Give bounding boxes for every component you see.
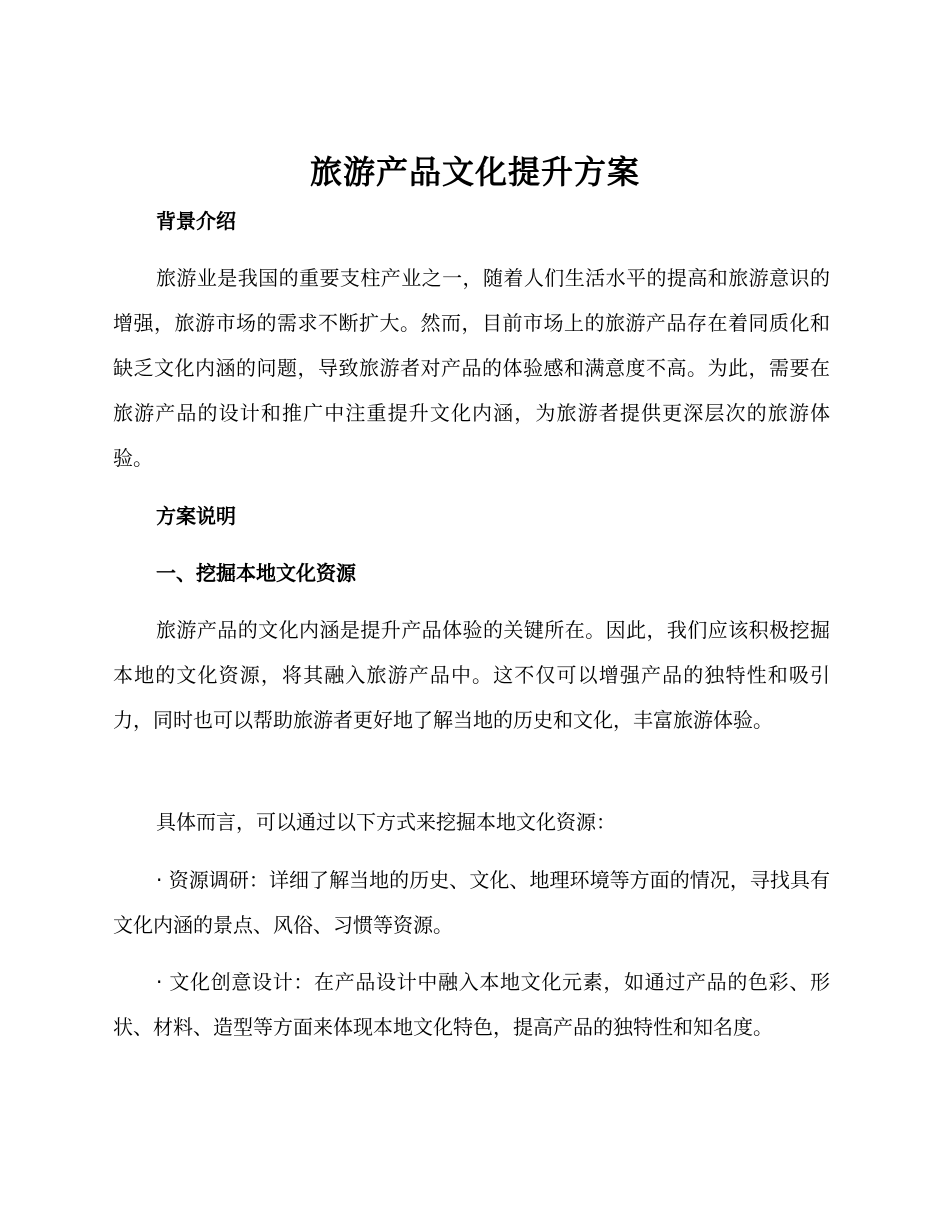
section-heading-plan: 方案说明	[156, 504, 236, 528]
document-title: 旅游产品文化提升方案	[309, 153, 640, 191]
bullet-item-resource-research: · 资源调研：详细了解当地的历史、文化、地理环境等方面的情况，寻找具有文化内涵的景点、风俗、习惯等资源。	[113, 868, 830, 937]
background-paragraph: 旅游业是我国的重要支柱产业之一，随着人们生活水平的提高和旅游意识的增强，旅游市场的需求不断扩大。然而，目前市场上的旅游产品存在着同质化和缺乏文化内涵的问题，导致旅游者对产品的体验感和满意度不高。为此，需要在旅游产品的设计和推广中注重提升文化内涵，为旅游者提供更深层次的旅游体验。	[113, 266, 830, 470]
bullet-item-cultural-design: · 文化创意设计：在产品设计中融入本地文化元素，如通过产品的色彩、形状、材料、造型等方面来体现本地文化特色，提高产品的独特性和知名度。	[113, 970, 830, 1039]
subsection-heading-1: 一、挖掘本地文化资源	[156, 561, 356, 585]
section-heading-background: 背景介绍	[156, 209, 236, 233]
methods-intro-paragraph: 具体而言，可以通过以下方式来挖掘本地文化资源：	[156, 810, 616, 834]
subsection-1-paragraph: 旅游产品的文化内涵是提升产品体验的关键所在。因此，我们应该积极挖掘本地的文化资源，将其融入旅游产品中。这不仅可以增强产品的独特性和吸引力，同时也可以帮助旅游者更好地了解当地的历史和文化，丰富旅游体验。	[113, 618, 830, 732]
